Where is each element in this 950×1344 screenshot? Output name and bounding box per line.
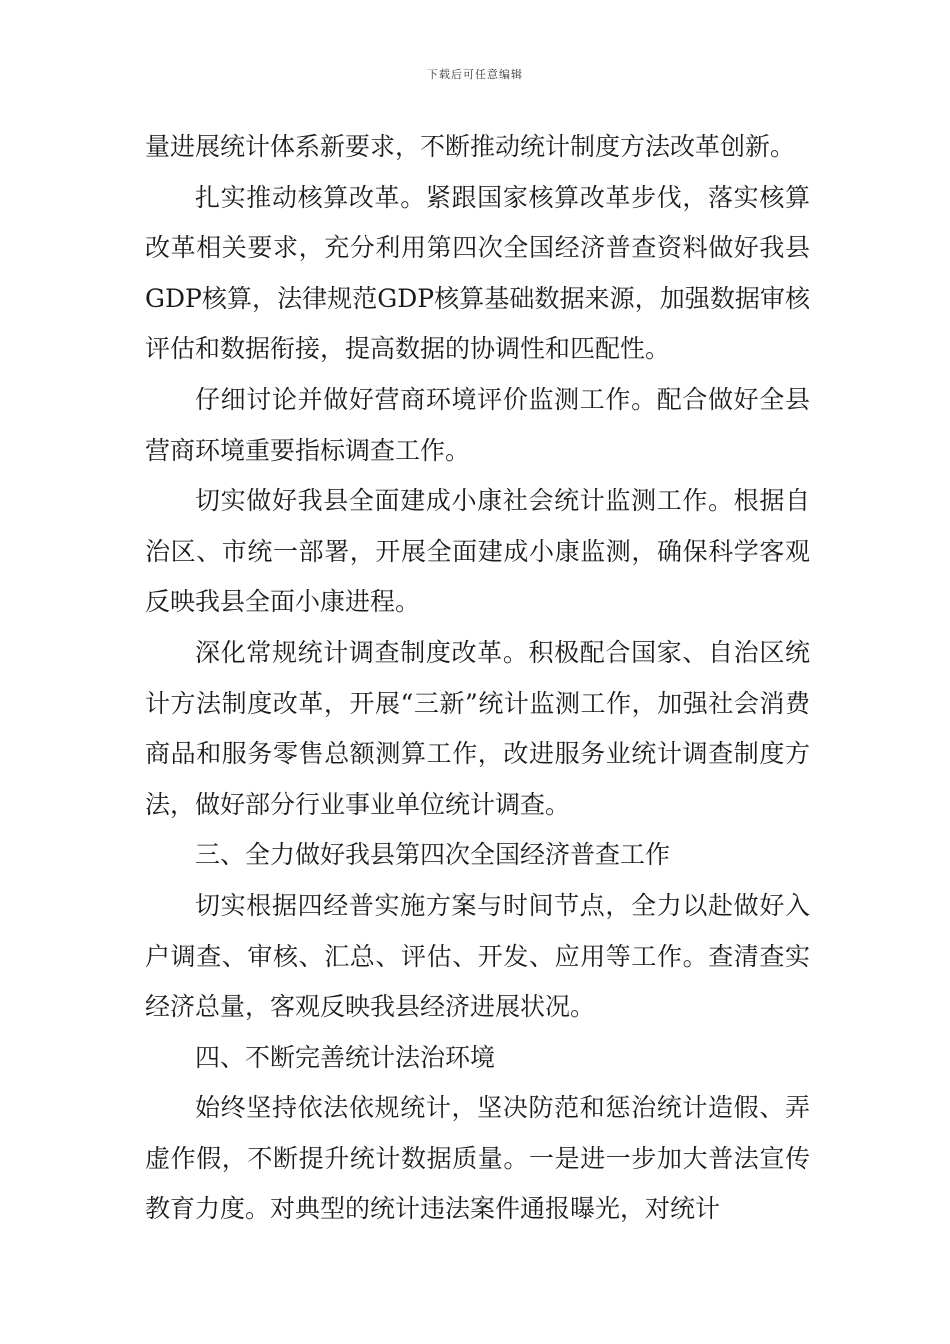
section-heading-3: 三、全力做好我县第四次全国经济普查工作 <box>195 840 671 870</box>
section-heading-4: 四、不断完善统计法治环境 <box>195 1042 496 1072</box>
document-body <box>145 122 810 1235</box>
paragraph-survey-reform: 深化常规统计调查制度改革。积极配合国家、自治区统计方法制度改革，开展“三新”统计监测工作，加强社会消费商品和服务零售总额测算工作，改进服务业统计调查制度方法，做好部分行业事业单位统计调查。 <box>145 637 810 819</box>
paragraph-continuation: 量进展统计体系新要求，不断推动统计制度方法改革创新。 <box>145 132 796 161</box>
paragraph-xiaokang-monitoring: 切实做好我县全面建成小康社会统计监测工作。根据自治区、市统一部署，开展全面建成小康监测，确保科学客观反映我县全面小康进程。 <box>145 486 810 617</box>
paragraph-economic-census: 切实根据四经普实施方案与时间节点，全力以赴做好入户调查、审核、汇总、评估、开发、应用等工作。查清查实经济总量，客观反映我县经济进展状况。 <box>145 890 810 1022</box>
page-header: 下载后可任意编辑 <box>427 68 523 81</box>
paragraph-accounting-reform: 扎实推动核算改革。紧跟国家核算改革步伐，落实核算改革相关要求，充分利用第四次全国经济普查资料做好我县GDP核算，法律规范GDP核算基础数据来源，加强数据审核评估和数据衔接，提高数据的协调性和匹配性。 <box>145 182 810 364</box>
paragraph-business-environment: 仔细讨论并做好营商环境评价监测工作。配合做好全县营商环境重要指标调查工作。 <box>145 384 810 465</box>
paragraph-rule-of-law: 始终坚持依法依规统计，坚决防范和惩治统计造假、弄虚作假，不断提升统计数据质量。一是进一步加大普法宣传教育力度。对典型的统计违法案件通报曝光，对统计 <box>145 1093 810 1224</box>
